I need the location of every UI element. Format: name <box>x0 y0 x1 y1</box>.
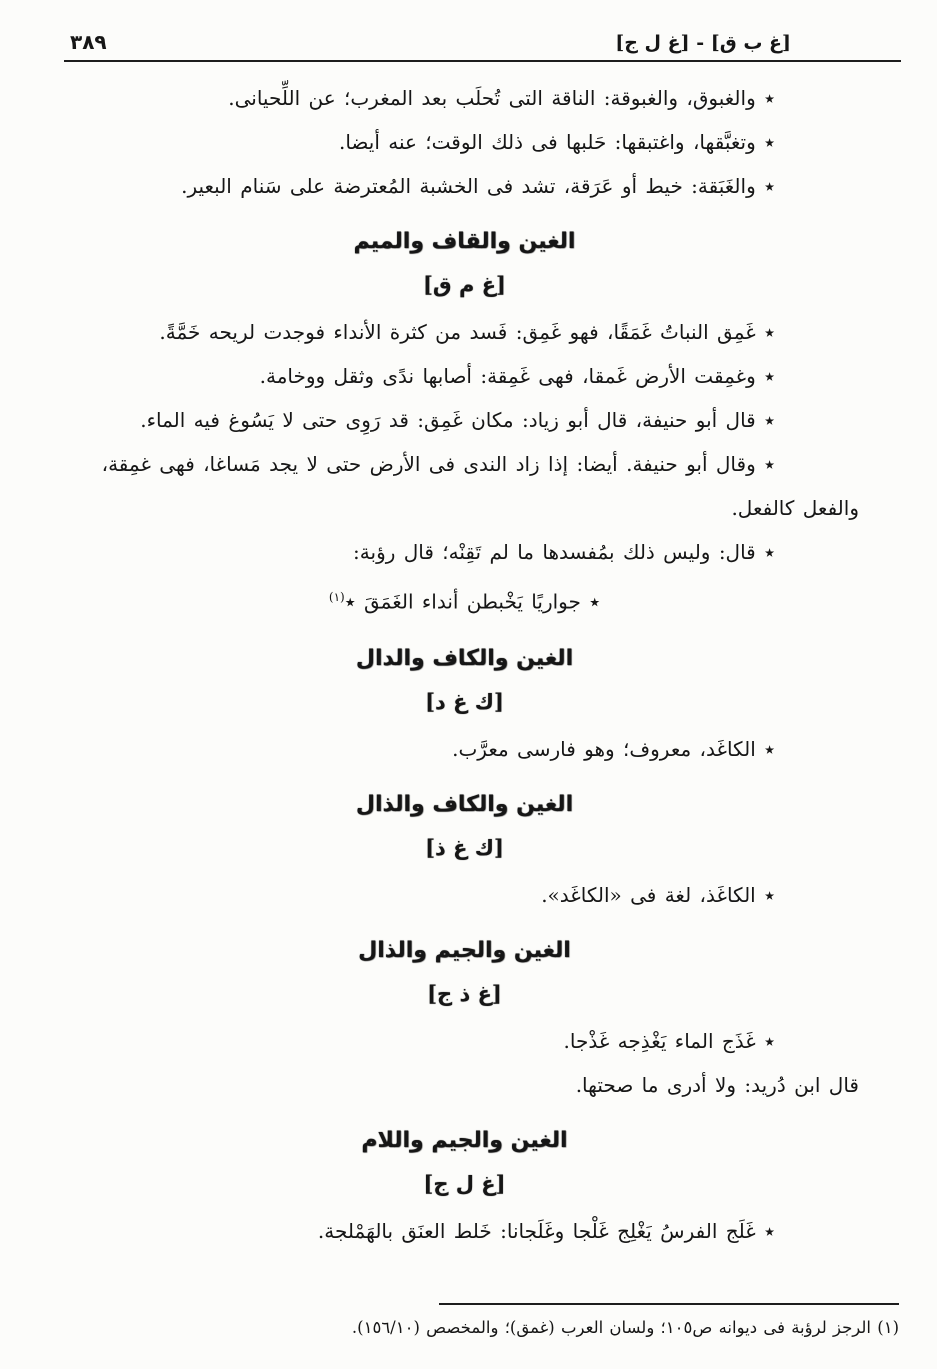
section-heading-ghayn-jim-dhal: الغين والجيم والذال <box>358 936 571 963</box>
footnote-rule <box>439 1303 899 1305</box>
entry-para-ghamiq-nabat: ٭ غَمِق النباتُ غَمَقًا، فهو غَمِق: فَسد من كثرة الأنداء فوجدت لريحه خَمَّةً. <box>159 320 775 344</box>
section-heading-ghayn-kaf-dal: الغين والكاف والدال <box>355 644 574 671</box>
entry-para-abu-hanifa-ziyad: ٭ قال أبو حنيفة، قال أبو زياد: مكان غَمِق: قد رَوِى حتى لا يَسُوغ فيه الماء. <box>140 408 775 432</box>
root-label-k-gh-d: [ك غ د] <box>425 688 504 714</box>
entry-para-ghabuq: ٭ والغبوق، والغبوقة: الناقة التى تُحلَب بعد المغرب؛ عن اللِّحيانى. <box>228 86 775 110</box>
entry-para-ibn-durayd: قال ابن دُريد: ولا أدرى ما صحتها. <box>575 1072 859 1097</box>
entry-para-taghabbaq: ٭ وتغبَّقها، واغتبقها: حَلبها فى ذلك الوقت؛ عنه أيضا. <box>338 130 775 154</box>
page-body <box>70 76 859 1303</box>
verse-line <box>70 574 859 625</box>
page-number: ٣٨٩ <box>70 30 107 54</box>
page-header <box>70 30 859 54</box>
header-section-range: [غ ب ق] - [غ ل ج] <box>615 32 791 54</box>
page-footer <box>70 1303 899 1343</box>
entry-para-kaghad: ٭ الكاغَد، معروف؛ وهو فارسى معرَّب. <box>452 736 775 761</box>
footnote-ref-1: (١) <box>328 590 345 604</box>
verse-text: ٭ جواريًا يَخْبطن أنداء الغَمَقَ ٭ <box>344 589 601 614</box>
entry-para-kaghadh: ٭ الكاغَذ، لغة فى «الكاغَد». <box>541 882 775 907</box>
section-heading-ghayn-qaf-mim: الغين والقاف والميم <box>353 228 576 254</box>
entry-para-ghadhaj: ٭ غَذَج الماء يَغْذِجه غَذْجا. <box>563 1028 775 1053</box>
root-label-gh-l-j: [غ ل ج] <box>423 1170 506 1196</box>
section-heading-ghayn-jim-lam: الغين والجيم واللام <box>361 1126 568 1153</box>
header-rule <box>64 60 901 62</box>
entry-para-qala-walaysa: ٭ قال: وليس ذلك بمُفسدها ما لم تَقِنْه؛ قال رؤبة: <box>353 540 775 564</box>
root-label-k-gh-dh: [ك غ ذ] <box>425 834 504 860</box>
footnote-text: (١) الرجز لرؤبة فى ديوانه ص١٠٥؛ ولسان العرب (غمق)؛ والمخصص (١٥٦/١٠). <box>351 1318 899 1337</box>
root-label-gh-m-q: [غ م ق] <box>422 272 506 297</box>
entry-para-ghalaj: ٭ غَلَج الفرسُ يَغْلِج غَلْجا وغَلَجانا: خَلط العنَق بالهَمْلجة. <box>317 1218 775 1243</box>
entry-para-ghamiqat-ard: ٭ وغمِقت الأرض غَمقا، فهى غَمِقة: أصابها ندًى وثقل ووخامة. <box>259 364 775 388</box>
section-heading-ghayn-kaf-dhal: الغين والكاف والذال <box>355 790 574 817</box>
entry-para-ghabaqah: ٭ والغَبَقة: خيط أو عَرَقة، تشد فى الخشبة المُعترضة على سَنام البعير. <box>181 174 775 198</box>
entry-para-abu-hanifa-aydan: ٭ وقال أبو حنيفة. أيضا: إذا زاد الندى فى الأرض حتى لا يجد مَساغا، فهى غمِقة، والفعل كالفعل. <box>101 452 859 520</box>
root-label-gh-dh-j: [غ ذ ج] <box>427 980 502 1006</box>
